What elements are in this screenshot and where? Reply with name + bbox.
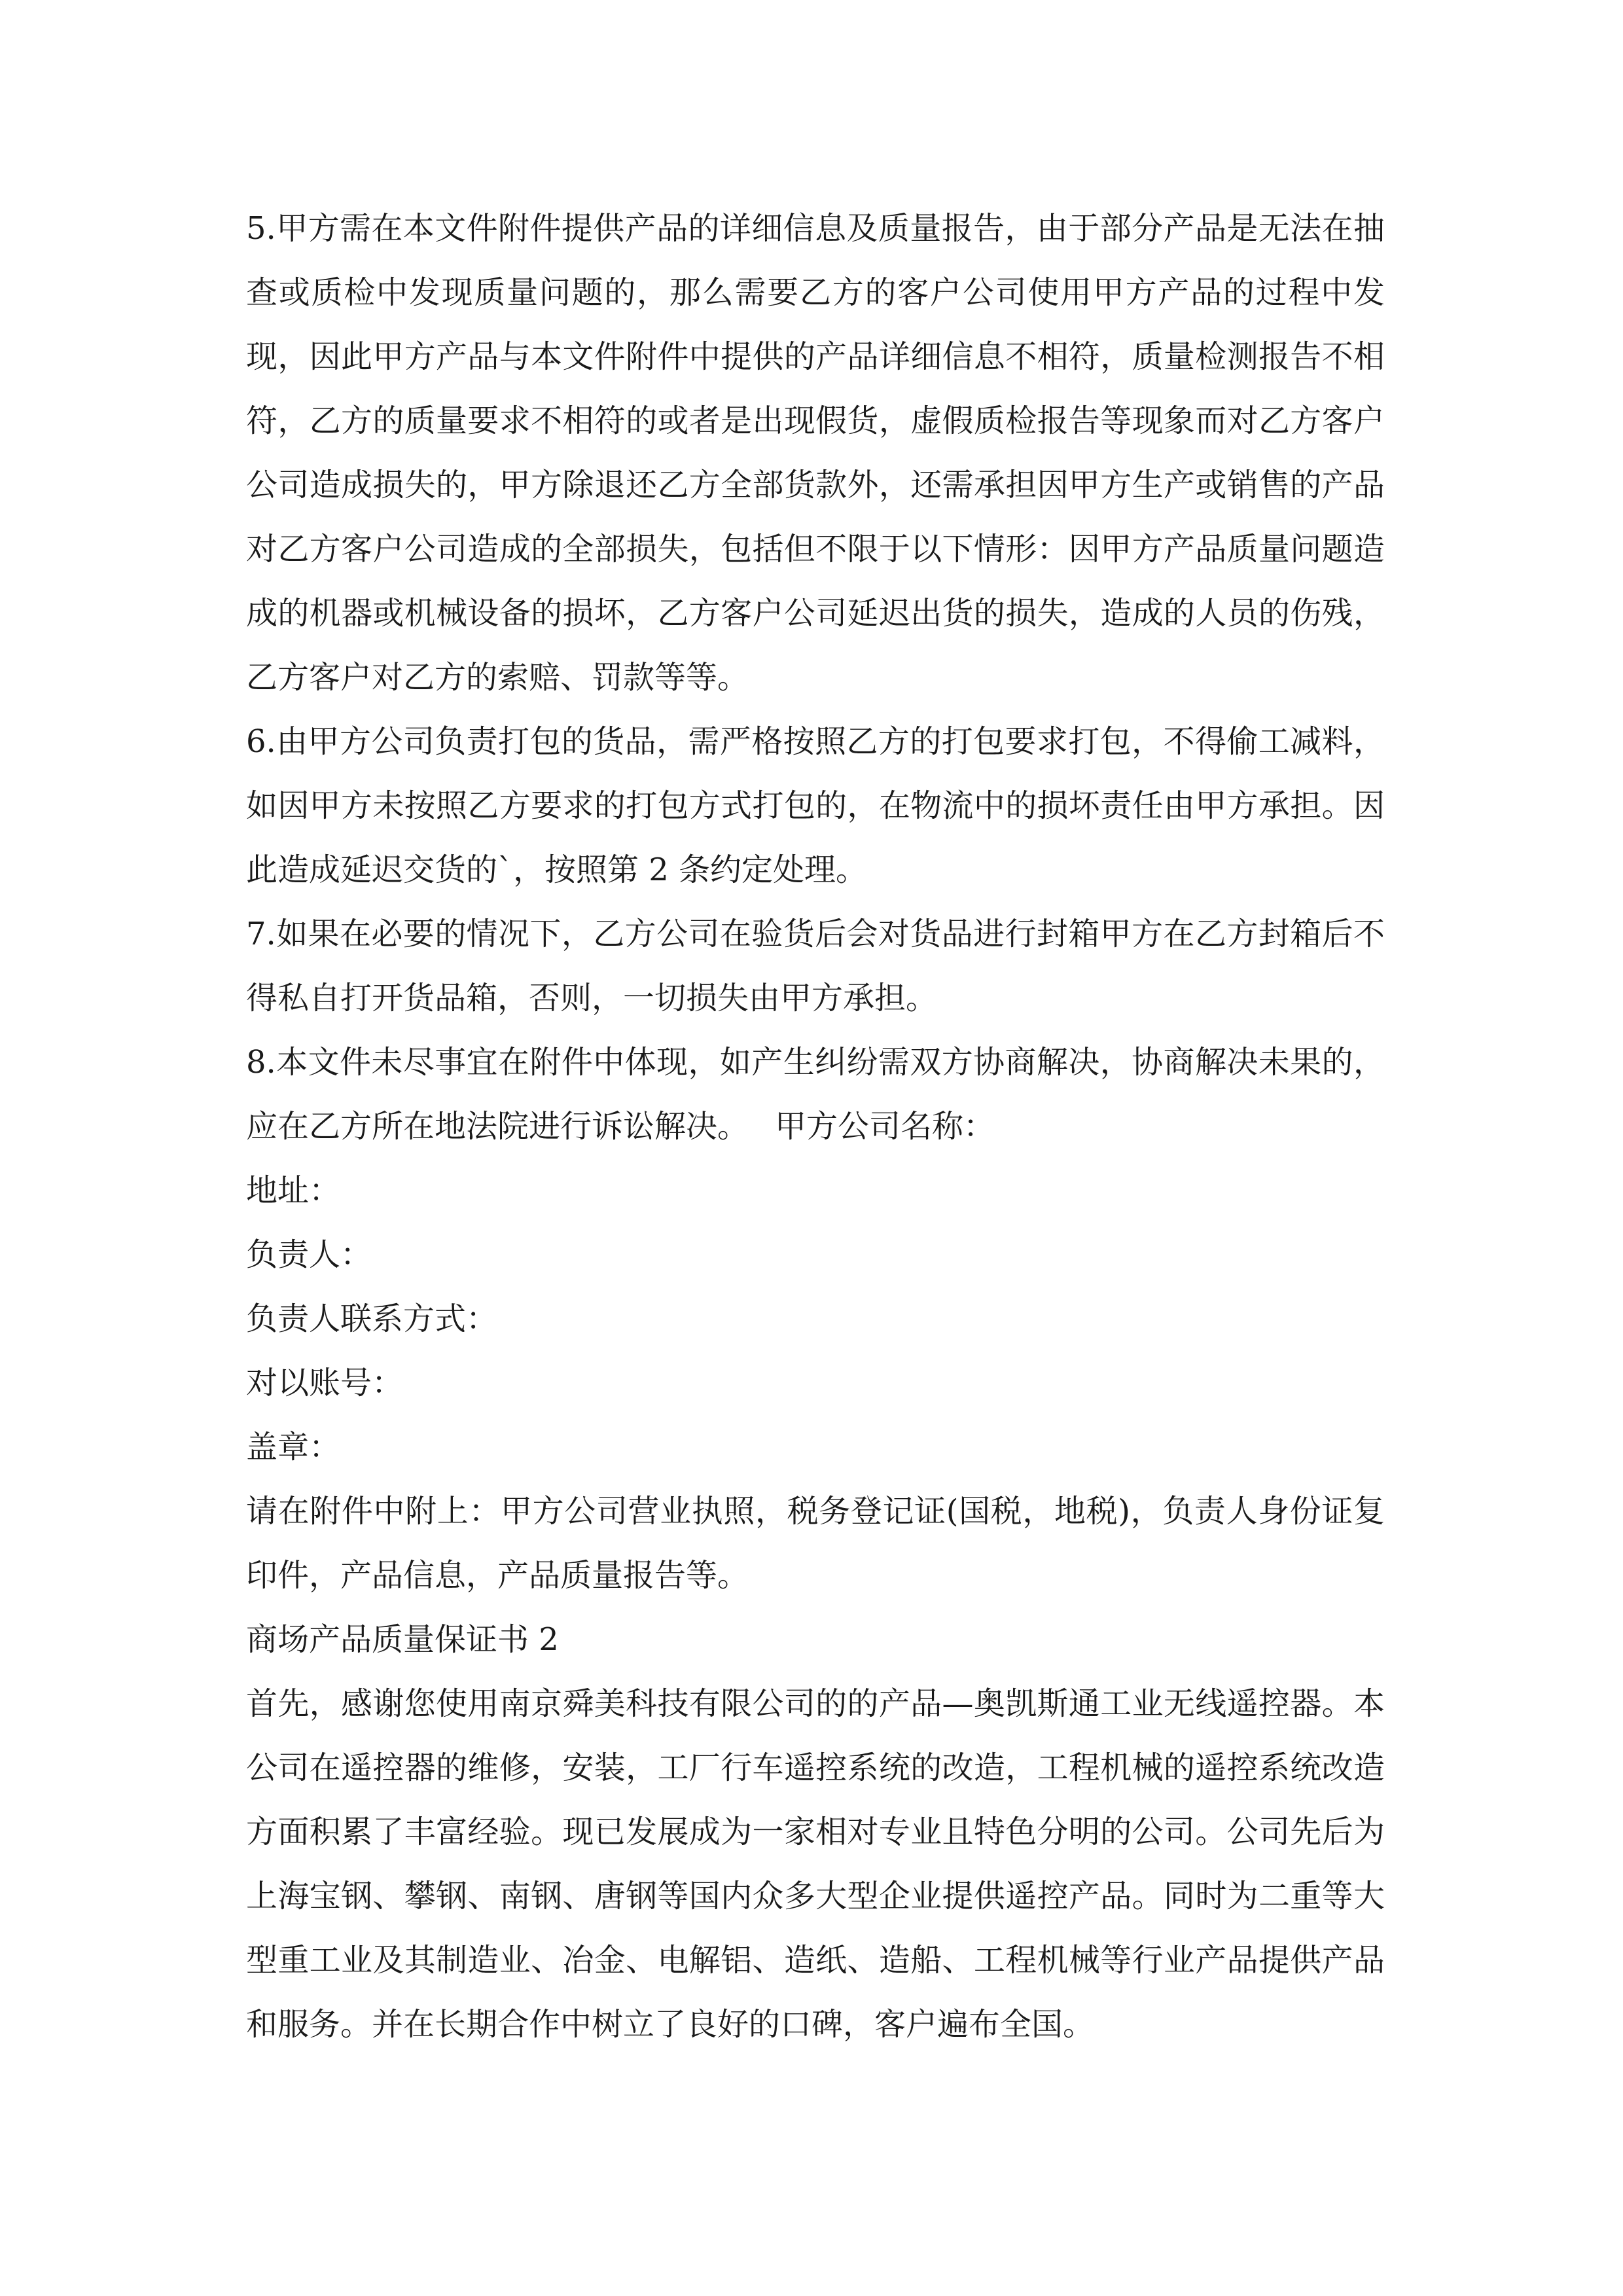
attachment-note: 请在附件中附上：甲方公司营业执照，税务登记证(国税，地税)，负责人身份证复印件，产品信息，产品质量报告等。 bbox=[246, 1493, 1385, 1594]
document-body bbox=[246, 196, 1385, 2056]
account-number-label: 对以账号： bbox=[246, 1365, 404, 1401]
clause-5: 5.甲方需在本文件附件提供产品的详细信息及质量报告，由于部分产品是无法在抽查或质检中发现质量问题的，那么需要乙方的客户公司使用甲方产品的过程中发现，因此甲方产品与本文件附件中提供的产品详细信息不相符，质量检测报告不相符，乙方的质量要求不相符的或者是出现假货，虚假质检报告等现象而对乙方客户公司造成损失的，甲方除退还乙方全部货款外，还需承担因甲方生产或销售的产品对乙方客户公司造成的全部损失，包括但不限于以下情形：因甲方产品质量问题造成的机器或机械设备的损坏，乙方客户公司延迟出货的损失，造成的人员的伤残，乙方客户对乙方的索赔、罚款等等。 bbox=[246, 210, 1385, 696]
clause-8 bbox=[246, 1030, 1385, 1158]
clause-7: 7.如果在必要的情况下，乙方公司在验货后会对货品进行封箱甲方在乙方封箱后不得私自打开货品箱，否则，一切损失由甲方承担。 bbox=[246, 916, 1385, 1016]
address-label: 地址： bbox=[246, 1172, 341, 1209]
clause-6: 6.由甲方公司负责打包的货品，需严格按照乙方的打包要求打包，不得偷工减料，如因甲方未按照乙方要求的打包方式打包的，在物流中的损坏责任由甲方承担。因此造成延迟交货的`，按照第 2 条约定处理。 bbox=[246, 723, 1385, 888]
responsible-person-label: 负责人： bbox=[246, 1236, 372, 1273]
contact-info-label: 负责人联系方式： bbox=[246, 1300, 498, 1337]
closing-paragraph: 首先，感谢您使用南京舜美科技有限公司的的产品—奥凯斯通工业无线遥控器。本公司在遥控器的维修，安装，工厂行车遥控系统的改造，工程机械的遥控系统改造方面积累了丰富经验。现已发展成为一家相对专业且特色分明的公司。公司先后为上海宝钢、攀钢、南钢、唐钢等国内众多大型企业提供遥控产品。同时为二重等大型重工业及其制造业、冶金、电解铝、造纸、造船、工程机械等行业产品提供产品和服务。并在长期合作中树立了良好的口碑，客户遍布全国。 bbox=[246, 1685, 1385, 2043]
section-title: 商场产品质量保证书 2 bbox=[246, 1621, 559, 1658]
seal-label: 盖章： bbox=[246, 1429, 341, 1465]
clause-8-text: 8.本文件未尽事宜在附件中体现，如产生纠纷需双方协商解决，协商解决未果的，应在乙方所在地法院进行诉讼解决。 bbox=[246, 1044, 1385, 1145]
party-a-company-name-label: 甲方公司名称： bbox=[775, 1108, 995, 1145]
